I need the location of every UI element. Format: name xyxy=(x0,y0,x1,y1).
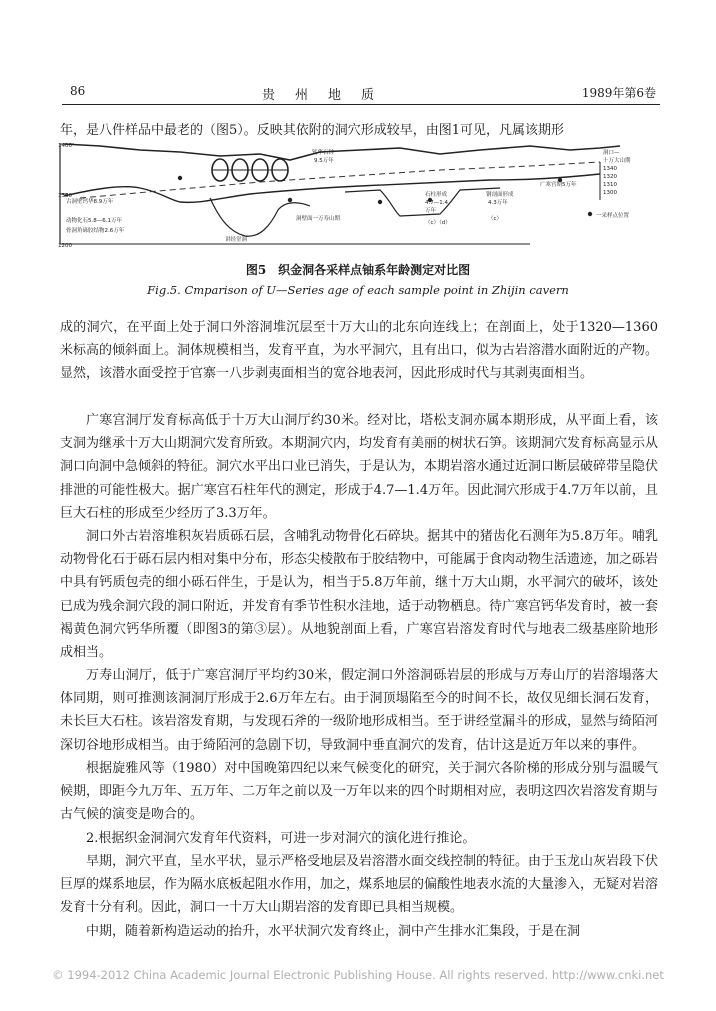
paragraph-intro: 年，是八件样品中最老的（图5）。反映其依附的洞穴形成较早，由图1可见，凡属该期形 xyxy=(60,123,565,138)
anno-legend-sample: 一采样点位置 xyxy=(596,213,630,219)
elev-1200: 1200 xyxy=(58,243,72,249)
anno-pillar-unit: 万年 xyxy=(425,208,437,214)
axis-label-4: 1310 xyxy=(603,182,617,188)
anno-fossil: 动物化石5.8—6.1万年 xyxy=(66,218,122,224)
anno-wanshoushan: 洞壁面一万寿山期 xyxy=(296,216,341,222)
axis-label-5: 1300 xyxy=(603,190,617,196)
page-number: 86 xyxy=(70,84,86,98)
copyright-footer: © 1994-2012 China Academic Journal Electronic Publishing House. All rights reserved. http://www.cnki.net xyxy=(52,968,664,982)
elev-1300: 1300 xyxy=(58,193,72,199)
anno-guanghangong: 广寒宫期5万年 xyxy=(540,182,577,188)
anno-jiangjingtang: 讲经堂洞 xyxy=(225,237,248,243)
anno-old-wall: 古洞壁钙华8.9万年 xyxy=(66,199,114,205)
axis-label-3: 1320 xyxy=(603,174,617,180)
paragraph-3: 洞口外古岩溶堆积灰岩质砾石层，含哺乳动物骨化石碎块。据其中的猪齿化石测年为5.8万年。哺乳动物骨化石于砾石层内相对集中分布，形态尖棱散布于胶结物中，可能属于食肉动物生活遗迹，加之砾岩中具有钙质包壳的细小砾石伴生，于是认为，相当于5.8万年前，继十万大山期，水平洞穴的破坏，该处已成为残余洞穴段的洞口附近，并发育有季节性积水洼地，适于动物栖息。待广寒宫钙华发育时，被一套褐黄色洞穴钙华所覆（即图3的第③层）。从地貌剖面上看，广寒宫岩溶发育时代与地表二级基座阶地形成相当。 xyxy=(60,529,659,661)
anno-pillar-ref: （c）（d） xyxy=(425,220,451,226)
anno-stalactite: 钙华石钟 xyxy=(312,150,335,156)
paragraph-5: 根据旋雅风等（1980）对中国晚第四纪以来气候变化的研究，关于洞穴各阶梯的形成分别与温暖气候期，即距今九万年、五万年、二万年之前以及一万年以来的四个时期相对应，表明这四次岩溶发育期与古气候的演变是吻合的。 xyxy=(60,761,659,823)
paragraph-6: 2.根据织金洞洞穴发育年代资料，可进一步对洞穴的演化进行推论。 xyxy=(86,831,476,846)
journal-title: 贵州地质 xyxy=(262,88,395,103)
anno-stalactite-age: 9.5万年 xyxy=(314,158,334,164)
elev-1400: 1400 xyxy=(58,143,72,149)
anno-section: 钢剖面形成 xyxy=(486,192,514,198)
axis-label-1: 十万大山期 xyxy=(603,158,631,164)
header-rule xyxy=(62,104,660,105)
axis-label-2: 1340 xyxy=(603,166,617,172)
paragraph-1: 成的洞穴，在平面上处于洞口外溶洞堆沉层至十万大山的北东向连线上；在剖面上，处于1320—1360米标高的倾斜面上。洞体规模相当，发育平直，为水平洞穴，且有出口，似为古岩溶潜水面附近的产物。显然，该潜水面受控于官寨一八步剥夷面相当的宽谷地表河，因此形成时代与其剥夷面相当。 xyxy=(60,320,659,382)
paragraph-4: 万寿山洞厅，低于广寒宫洞厅平均约30米，假定洞口外溶洞砾岩层的形成与万寿山厅的岩溶塌落大体同期，则可推测该洞洞厅形成于2.6万年左右。由于洞顶塌陷至今的时间不长，故仅见细长洞石发育，未长巨大石柱。该岩溶发育期，与发现石斧的一级阶地形成相当。至于讲经堂漏斗的形成，显然与绮陌河深切谷地形成相当。由于绮陌河的急剧下切，导致洞中垂直洞穴的发育，估计这是近万年以来的事件。 xyxy=(60,668,659,753)
anno-pillar-age: 4.7—1.4 xyxy=(425,200,448,206)
anno-breccia: 骨洞角砾胶结物2.6万年 xyxy=(66,228,125,234)
issue-label: 1989年第6卷 xyxy=(581,86,656,100)
figure-caption-en: Fig.5. Cmparison of U—Series age of each sample point in Zhijin cavern xyxy=(147,283,569,297)
anno-section-ref: （c） xyxy=(488,216,503,222)
axis-label-0: 洞口— xyxy=(603,150,620,156)
paragraph-8: 中期，随着新构造运动的抬升，水平状洞穴发育终止，洞中产生排水汇集段，于是在洞 xyxy=(86,924,581,939)
paragraph-7: 早期，洞穴平直，呈水平状，显示严格受地层及岩溶潜水面交线控制的特征。由于玉龙山灰岩段下伏巨厚的煤系地层，作为隔水底板起阻水作用，加之，煤系地层的偏酸性地表水流的大量渗入，无疑对岩溶发育十分有利。因此，洞口一十万大山期岩溶的发育即已具相当规模。 xyxy=(60,854,659,916)
paragraph-2: 广寒宫洞厅发育标高低于十万大山洞厅约30米。经对比，塔松支洞亦属本期形成，从平面上看，该支洞为继承十万大山期洞穴发育所致。本期洞穴内，均发育有美丽的树状石笋。该期洞穴发育标高显示从洞口向洞中急倾斜的特征。洞穴水平出口业已消失，于是认为，本期岩溶水通过近洞口断层破碎带呈隐伏排泄的可能性极大。据广寒宫石柱年代的测定，形成于4.7—1.4万年。因此洞穴形成于4.7万年以前，且巨大石柱的形成至少经历了3.3万年。 xyxy=(60,413,659,521)
figure-caption-cn: 图5 织金洞各采样点铀系年龄测定对比图 xyxy=(245,263,471,277)
anno-pillar: 石柱形成 xyxy=(425,192,448,198)
cave-profile-figure xyxy=(60,140,658,248)
anno-section-age: 4.3万年 xyxy=(488,200,508,206)
